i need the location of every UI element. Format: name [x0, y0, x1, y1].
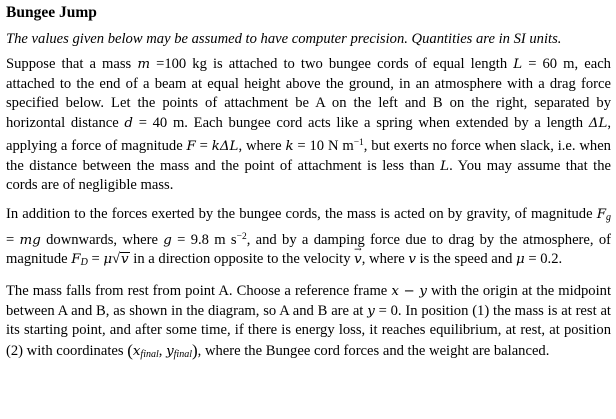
- text: , and by a damping force due to drag by the atmosphere, of magnitude: [6, 231, 611, 268]
- text: , but exerts no force when slack, i.e. when the distance between the mass and the point of attachment is less than: [6, 137, 611, 174]
- paren: (: [127, 341, 133, 361]
- text: in a direction opposite to the velocity: [129, 251, 355, 268]
- math-mu: μ: [103, 252, 113, 268]
- math-sqrt-v: v: [121, 252, 129, 268]
- paren: ): [191, 341, 198, 361]
- math-F: F: [186, 138, 196, 154]
- text: = 0.2.: [524, 251, 563, 268]
- text: . You may assume that the cords are of negligible mass.: [6, 157, 611, 194]
- text: In addition to the forces exerted by the bungee cords, the mass is acted on by gravity, of magnitude: [6, 205, 597, 222]
- math-mu: μ: [516, 252, 525, 268]
- math-x-y: x − y: [391, 284, 427, 300]
- intro-note: The values given below may be assumed to have computer precision. Quantities are in SI units.: [6, 31, 562, 47]
- text: The mass falls from rest from point A. Choose a reference frame: [6, 283, 392, 300]
- math-L: L: [513, 57, 523, 72]
- math-g: g: [163, 232, 172, 248]
- text: = 9.8 m s: [171, 231, 237, 248]
- math-y: y: [367, 303, 375, 319]
- text: , applying a force of magnitude: [6, 115, 611, 154]
- math-k-delta-L: kΔL: [211, 138, 239, 154]
- math-velocity-vector: → v: [354, 250, 362, 270]
- math-F: F: [596, 206, 606, 222]
- math-y: y: [166, 344, 174, 360]
- text: = 60 m, each attached to the end of a beam at equal height above the ground, in an atmosphere with a drag force specified below. Let the points of attachment be A on the left and B on the right, separated by horizontal distance: [6, 56, 611, 132]
- text: with the origin at the midpoint between A and B, as shown in the diagram, so A and B are at: [6, 283, 611, 319]
- math-mg: mg: [19, 232, 41, 248]
- subscript: g: [606, 211, 611, 223]
- subscript: final: [173, 349, 192, 361]
- text: = 0. In position (1) the mass is at rest at its starting point, and after some time, if there is energy loss, it reaches equilibrium, at rest, at position (2) with coordinates: [6, 302, 611, 360]
- subscript: final: [140, 349, 159, 361]
- paragraph-setup: [6, 55, 611, 196]
- text: =: [87, 251, 104, 268]
- text: ,: [158, 343, 167, 360]
- math-delta-L: ΔL: [588, 116, 608, 132]
- math-m: m: [137, 57, 151, 72]
- text: =100 kg is attached to two bungee cords of equal length: [150, 56, 514, 72]
- text: =: [195, 137, 212, 154]
- text: , where the Bungee cord forces and the weight are balanced.: [197, 343, 550, 360]
- text: , where: [361, 251, 409, 268]
- text: = 40 m. Each bungee cord acts like a spring when extended by a length: [132, 115, 589, 132]
- sqrt-symbol: √: [112, 251, 121, 268]
- paragraph-forces: [6, 205, 611, 273]
- text: =: [6, 231, 20, 248]
- text: is the speed and: [415, 251, 517, 268]
- math-F: F: [71, 252, 81, 268]
- superscript: −2: [236, 231, 247, 242]
- text: Suppose that a mass: [6, 56, 138, 72]
- math-L: L: [440, 158, 450, 174]
- paragraph-frame: [6, 282, 611, 365]
- problem-title: Bungee Jump: [6, 4, 97, 21]
- text: = 10 N m: [293, 137, 354, 154]
- text: , where: [238, 137, 286, 154]
- math-x: x: [132, 344, 141, 360]
- math-v: v: [408, 252, 416, 268]
- math-d: d: [124, 116, 133, 132]
- math-k: k: [285, 138, 294, 154]
- text: downwards, where: [40, 231, 164, 248]
- subscript: D: [80, 257, 88, 269]
- superscript: −1: [353, 137, 364, 148]
